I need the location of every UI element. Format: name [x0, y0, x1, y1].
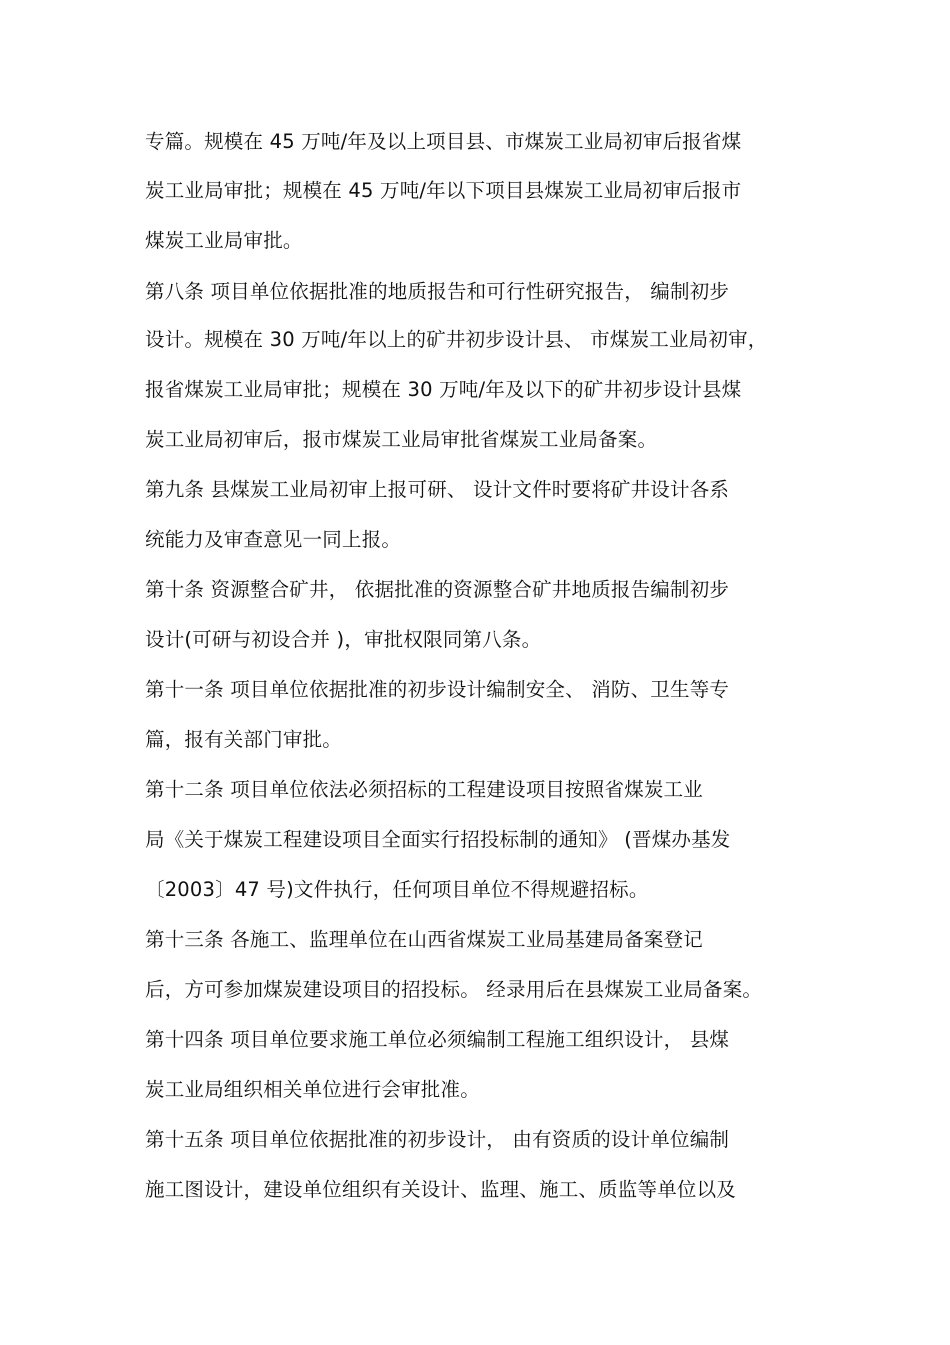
- text-line: 煤炭工业局审批。: [145, 229, 303, 252]
- text-line: 设计。规模在 30 万吨/年以上的矿井初步设计县、 市煤炭工业局初审，: [145, 328, 768, 351]
- article-11-heading-line: 第十一条 项目单位依据批准的初步设计编制安全、 消防、卫生等专: [145, 678, 730, 701]
- text-line: 篇，报有关部门审批。: [145, 728, 343, 751]
- article-15-heading-line: 第十五条 项目单位依据批准的初步设计， 由有资质的设计单位编制: [145, 1128, 730, 1151]
- text-line: 统能力及审查意见一同上报。: [145, 528, 402, 551]
- text-line: 设计(可研与初设合并 )，审批权限同第八条。: [145, 628, 542, 651]
- text-line: 专篇。规模在 45 万吨/年及以上项目县、市煤炭工业局初审后报省煤: [145, 130, 742, 153]
- text-line: 〔2003〕47 号)文件执行，任何项目单位不得规避招标。: [145, 878, 649, 901]
- text-line: 炭工业局组织相关单位进行会审批准。: [145, 1078, 480, 1101]
- article-13-heading-line: 第十三条 各施工、监理单位在山西省煤炭工业局基建局备案登记: [145, 928, 703, 951]
- text-line: 炭工业局审批；规模在 45 万吨/年以下项目县煤炭工业局初审后报市: [145, 179, 742, 202]
- article-10-heading-line: 第十条 资源整合矿井， 依据批准的资源整合矿井地质报告编制初步: [145, 578, 730, 601]
- text-line: 局《关于煤炭工程建设项目全面实行招投标制的通知》 (晋煤办基发: [145, 828, 731, 851]
- text-line: 炭工业局初审后，报市煤炭工业局审批省煤炭工业局备案。: [145, 428, 658, 451]
- article-9-heading-line: 第九条 县煤炭工业局初审上报可研、 设计文件时要将矿井设计各系: [145, 478, 730, 501]
- text-line: 报省煤炭工业局审批；规模在 30 万吨/年及以下的矿井初步设计县煤: [145, 378, 742, 401]
- article-14-heading-line: 第十四条 项目单位要求施工单位必须编制工程施工组织设计， 县煤: [145, 1028, 730, 1051]
- article-12-heading-line: 第十二条 项目单位依法必须招标的工程建设项目按照省煤炭工业: [145, 778, 703, 801]
- text-line: 后，方可参加煤炭建设项目的招投标。 经录用后在县煤炭工业局备案。: [145, 978, 763, 1001]
- article-8-heading-line: 第八条 项目单位依据批准的地质报告和可行性研究报告， 编制初步: [145, 280, 730, 303]
- text-line: 施工图设计，建设单位组织有关设计、监理、施工、质监等单位以及: [145, 1178, 737, 1201]
